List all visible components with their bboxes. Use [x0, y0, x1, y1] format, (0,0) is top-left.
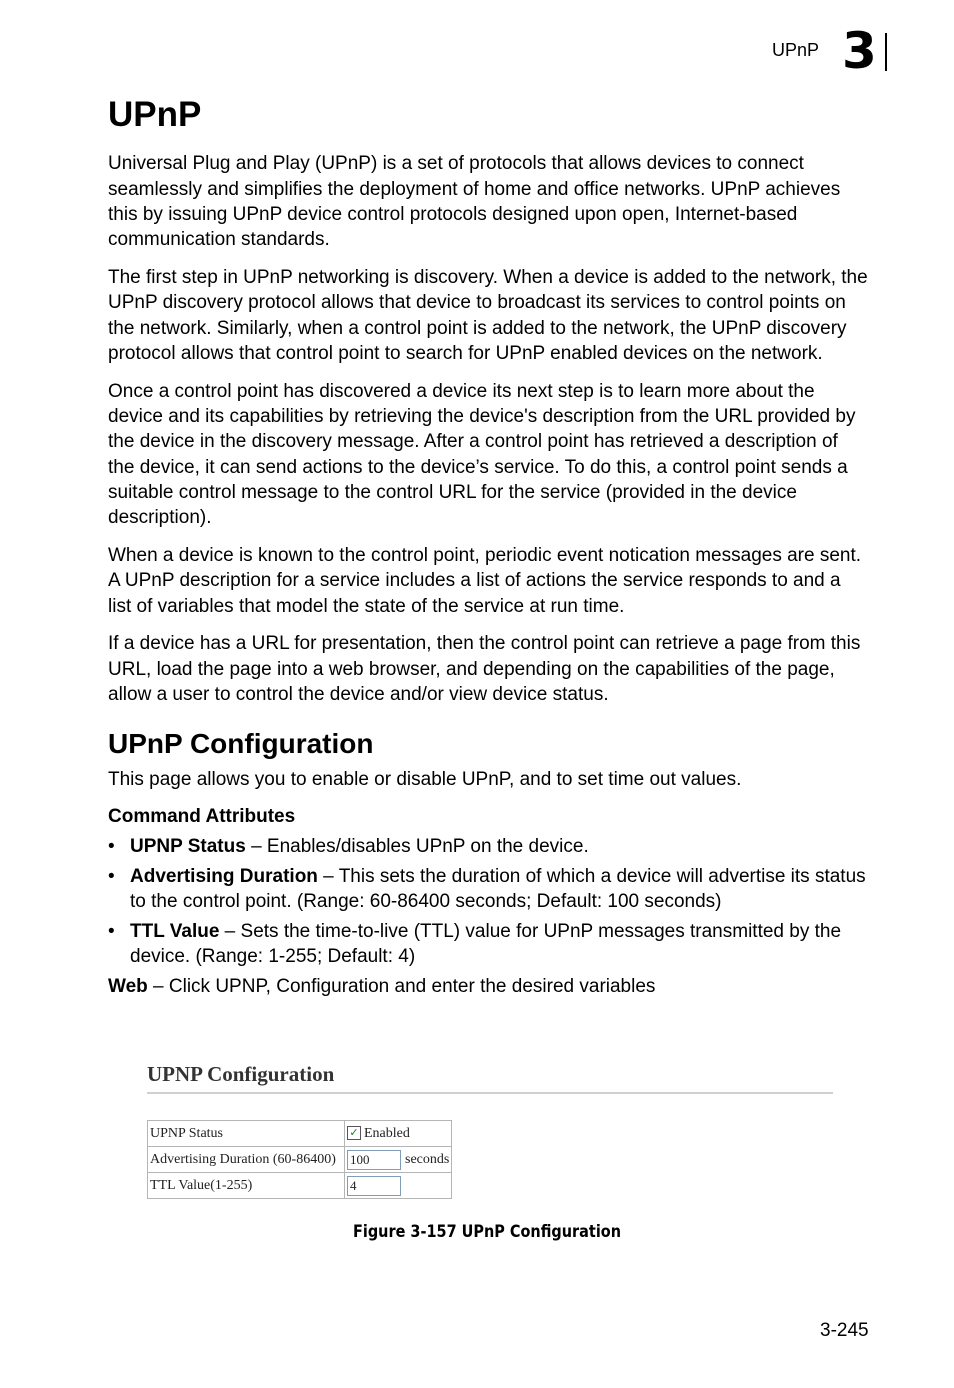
attribute-upnp-status — [108, 834, 868, 859]
intro-paragraph-3: Once a control point has discovered a device its next step is to learn more about the device and its capabilities by retrieving the device's description from the URL provided by the device in the discovery message. After a control point has retrieved a description of the device, it can send actions to the device’s service. To do this, a control point sends a suitable control message to the control URL for the service (provided in the device description). — [108, 380, 856, 529]
intro-paragraph-2: The first step in UPnP networking is discovery. When a device is added to the network, the UPnP discovery protocol allows that device to broadcast its services to control points on the network. Similarly, when a control point is added to the network, the UPnP discovery protocol allows that control point to search for UPnP enabled devices on the network. — [108, 266, 868, 364]
upnp-config-figure — [147, 1062, 833, 1199]
chapter-number: 3 — [842, 22, 877, 80]
figure-divider — [147, 1092, 833, 1094]
table-row — [148, 1147, 452, 1173]
intro-paragraph-5: If a device has a URL for presentation, then the control point can retrieve a page from this URL, load the page into a web browser, and depending on the capabilities of the page, allow a user to control the device and/or view device status. — [108, 633, 861, 705]
advertising-duration-cell — [345, 1147, 452, 1173]
running-header-label: UPnP — [772, 40, 820, 60]
page-number: 3-245 — [820, 1320, 869, 1341]
chapter-rule — [885, 33, 887, 71]
main-content — [108, 95, 868, 999]
attribute-list — [108, 834, 868, 969]
attribute-name: TTL Value — [130, 921, 220, 943]
attribute-desc: – This sets the duration of which a device will advertise its status to the control point. (Range: 60-86400 seconds; Default: 100 seconds) — [130, 866, 866, 913]
table-row — [148, 1173, 452, 1199]
figure-caption: Figure 3-157 UPnP Configuration — [352, 1222, 621, 1242]
attribute-advertising-duration — [108, 864, 868, 914]
row-label: TTL Value(1-255) — [148, 1173, 345, 1199]
upnp-status-cell — [345, 1121, 452, 1147]
figure-title: UPNP Configuration — [147, 1062, 335, 1086]
section-description: This page allows you to enable or disable UPnP, and to set time out values. — [108, 768, 742, 790]
section-title: UPnP Configuration — [108, 728, 374, 760]
row-label: Advertising Duration (60-86400) — [148, 1147, 345, 1173]
upnp-config-table — [147, 1120, 452, 1199]
attribute-name: Advertising Duration — [130, 866, 318, 888]
attribute-desc: – Enables/disables UPnP on the device. — [245, 836, 589, 858]
ttl-value-cell — [345, 1173, 452, 1199]
checkbox-label: Enabled — [364, 1125, 410, 1141]
ttl-value-input[interactable]: 4 — [347, 1176, 401, 1196]
advertising-duration-input[interactable]: 100 — [347, 1150, 401, 1170]
command-attributes-title: Command Attributes — [108, 806, 296, 828]
intro-paragraph-1: Universal Plug and Play (UPnP) is a set of protocols that allows devices to connect seamlessly and simplifies the deployment of home and office networks. UPnP achieves this by issuing UPnP device control protocols designed upon open, Internet-based communication standards. — [108, 153, 841, 251]
web-text: – Click UPNP, Configuration and enter the desired variables — [147, 976, 656, 998]
attribute-name: UPNP Status — [130, 836, 246, 858]
web-label: Web — [108, 976, 148, 998]
unit-label: seconds — [405, 1151, 450, 1167]
web-instruction — [108, 974, 868, 999]
attribute-ttl-value — [108, 919, 868, 969]
upnp-status-checkbox[interactable]: ✓ — [347, 1126, 361, 1140]
attribute-desc: – Sets the time-to-live (TTL) value for UPnP messages transmitted by the device. (Range: 1-255; Default: 4) — [130, 921, 842, 968]
row-label: UPNP Status — [148, 1121, 345, 1147]
intro-paragraph-4: When a device is known to the control point, periodic event notication messages are sent. A UPnP description for a service includes a list of actions the service responds to and a list of variables that model the state of the service at run time. — [108, 544, 862, 617]
page-title: UPnP — [108, 95, 202, 134]
table-row — [148, 1121, 452, 1147]
